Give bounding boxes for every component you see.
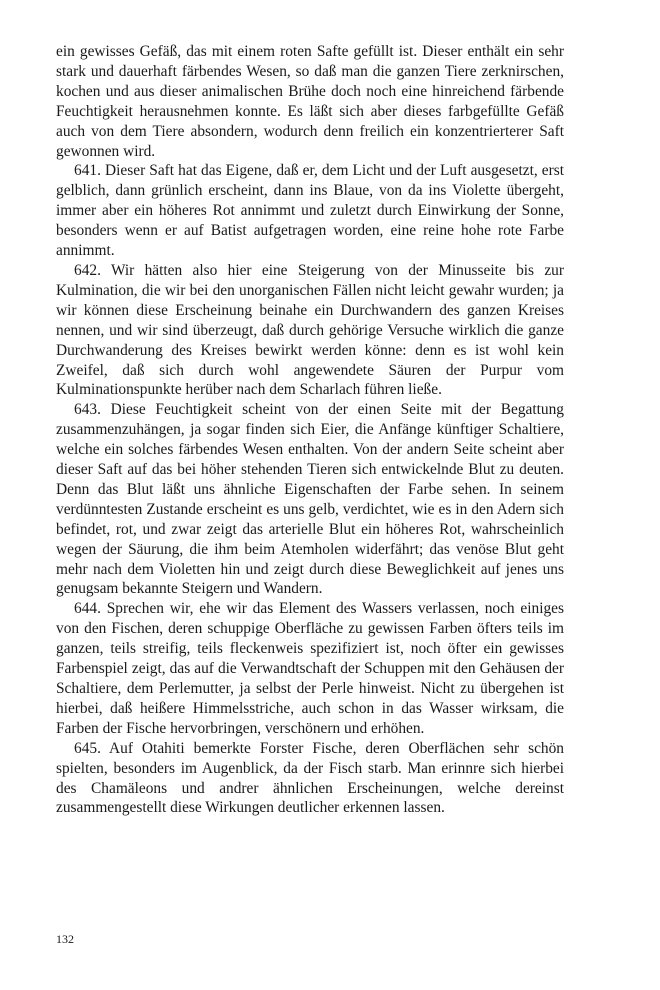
paragraph-642: 642. Wir hätten also hier eine Steigerung von der Minusseite bis zur Kulmination, die wir bei den unorganischen Fällen nicht leicht gewahr wurden; ja wir können diese Erscheinung beinahe ein Durchwandern des ganzen Kreises nennen, und wir sind überzeugt, daß durch gehörige Versuche wirklich die ganze Durchwanderung des Kreises bewirkt werden könne: denn es ist wohl kein Zweifel, daß sich durch wohl angewendete Säuren der Purpur vom Kulminationspunkte herüber nach dem Scharlach führen ließe.	[56, 261, 564, 399]
paragraph-645: 645. Auf Otahiti bemerkte Forster Fische, deren Oberflächen sehr schön spielten, besonders im Augenblick, da der Fisch starb. Man erinnre sich hierbei des Chamäleons und andrer ähnlichen Erscheinungen, welche dereinst zusammengestellt diese Wirkungen deutlicher erkennen lassen.	[56, 739, 564, 817]
paragraph-643: 643. Diese Feuchtigkeit scheint von der einen Seite mit der Begattung zusammenzuhängen, ja sogar finden sich Eier, die Anfänge künftiger Schaltiere, welche ein solches färbendes Wesen enthalten. Von der andern Seite scheint aber dieser Saft auf das bei höher stehenden Tieren sich entwickelnde Blut zu deuten. Denn das Blut läßt uns ähnliche Eigenschaften der Farbe sehen. In seinem verdünntesten Zustande erscheint es uns gelb, verdichtet, wie es in den Adern sich befindet, rot, und zwar zeigt das arterielle Blut ein höheres Rot, wahrscheinlich wegen der Säurung, die ihm beim Atemholen widerfährt; das venöse Blut geht mehr nach dem Violetten hin und zeigt durch diese Beweglichkeit auf jenes uns genugsam bekannte Steigern und Wandern.	[56, 401, 564, 598]
book-page-text	[56, 42, 564, 818]
paragraph-644: 644. Sprechen wir, ehe wir das Element des Wassers verlassen, noch einiges von den Fischen, deren schuppige Oberfläche zu gewissen Farben öfters teils im ganzen, teils streifig, teils fleckenweis spezifiziert ist, noch öfter ein gewisses Farbenspiel zeigt, das auf die Verwandtschaft der Schuppen mit den Gehäusen der Schaltiere, dem Perlemutter, ja selbst der Perle hinweist. Nicht zu übergehen ist hierbei, daß heißere Himmelsstriche, auch schon in das Wasser wirksam, die Farben der Fische hervorbringen, verschönern und erhöhen.	[56, 600, 564, 737]
paragraph-continuation: ein gewisses Gefäß, das mit einem roten Safte gefüllt ist. Dieser enthält ein sehr stark und dauerhaft färbendes Wesen, so daß man die ganzen Tiere zerknirschen, kochen und aus dieser animalischen Brühe doch noch eine hinreichend färbende Feuchtigkeit herausnehmen konnte. Es läßt sich aber dieses farbgefüllte Gefäß auch von dem Tiere absondern, wodurch denn freilich ein konzentrierterer Saft gewonnen wird.	[56, 43, 564, 160]
page-number: 132	[56, 932, 74, 946]
paragraph-641: 641. Dieser Saft hat das Eigene, daß er, dem Licht und der Luft ausgesetzt, erst gelblich, dann grünlich erscheint, dann ins Blaue, von da ins Violette übergeht, immer aber ein höheres Rot annimmt und zuletzt durch Einwirkung der Sonne, besonders wenn er auf Batist aufgetragen worden, eine reine hohe rote Farbe annimmt.	[56, 162, 564, 260]
